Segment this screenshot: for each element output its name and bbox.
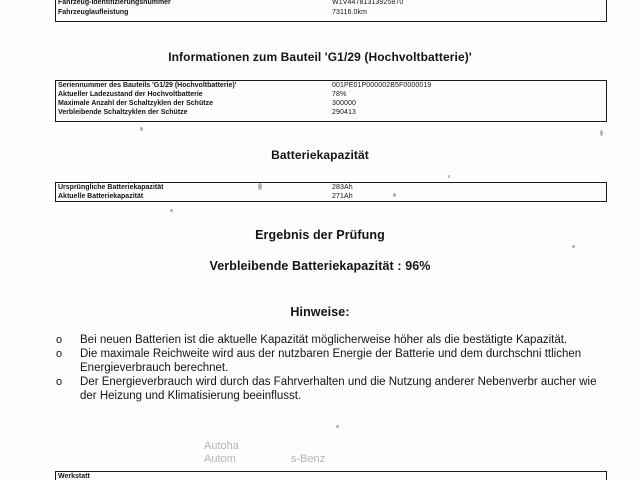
stamp-line: Autoha xyxy=(204,440,239,452)
table-row xyxy=(56,90,606,99)
remaining-capacity-result: Verbleibende Batteriekapazität : 96% xyxy=(209,259,431,273)
max-cycles-label: Maximale Anzahl der Schaltzyklen der Schütze xyxy=(58,100,213,107)
bullet-icon: o xyxy=(56,348,63,360)
max-cycles-value: 300000 xyxy=(332,100,356,107)
scan-speck xyxy=(170,209,173,212)
remaining-cycles-label: Verbleibende Schaltzyklen der Schütze xyxy=(58,109,188,116)
workshop-table xyxy=(55,471,607,480)
scan-speck xyxy=(336,425,339,428)
capacity-table xyxy=(55,182,607,202)
mileage-value: 73116.0km xyxy=(332,9,368,16)
table-row xyxy=(56,183,606,192)
list-item xyxy=(56,375,616,403)
note-text: Der Energieverbrauch wird durch das Fahrverhalten und die Nutzung anderer Nebenverbr aucher wie der Heizung und Klimatisierung beeinflusst. xyxy=(80,376,597,402)
current-capacity-value: 271Ah xyxy=(332,193,353,200)
table-row xyxy=(56,99,606,108)
scan-speck xyxy=(572,245,575,248)
bullet-icon: o xyxy=(56,376,63,388)
scan-speck xyxy=(448,175,450,178)
mileage-label: Fahrzeuglaufleistung xyxy=(58,9,129,16)
note-text: Bei neuen Batterien ist die aktuelle Kapazität möglicherweise höher als die bestätigte Kapazität. xyxy=(80,334,568,346)
serial-number-value: 001PE01P000002B5F0000019 xyxy=(332,82,432,89)
table-row xyxy=(56,81,606,90)
vin-value: W1V44781313925870 xyxy=(332,0,404,6)
charge-state-value: 78% xyxy=(332,91,347,98)
table-row xyxy=(56,8,606,18)
original-capacity-value: 283Ah xyxy=(332,184,353,191)
vehicle-info-table xyxy=(55,0,607,22)
part-info-heading: Informationen zum Bauteil 'G1/29 (Hochvoltbatterie)' xyxy=(168,50,472,64)
serial-number-label: Seriennummer des Bauteils 'G1/29 (Hochvoltbatterie)' xyxy=(58,82,237,89)
scan-speck xyxy=(140,127,143,131)
scan-speck xyxy=(258,183,262,190)
capacity-heading: Batteriekapazität xyxy=(271,148,369,162)
scan-speck xyxy=(600,130,603,136)
table-row xyxy=(56,192,606,201)
note-text: Die maximale Reichweite wird aus der nutzbaren Energie der Batterie und dem durchschni ttlichen Energieverbrauch berechnet. xyxy=(80,348,582,374)
list-item xyxy=(56,347,616,375)
part-info-table xyxy=(55,80,607,122)
bullet-icon: o xyxy=(56,334,63,346)
charge-state-label: Aktueller Ladezustand der Hochvoltbatterie xyxy=(58,91,203,98)
stamp-line: s-Benz xyxy=(290,453,326,465)
table-row xyxy=(56,108,606,117)
stamp-line: Autom xyxy=(204,453,236,465)
current-capacity-label: Aktuelle Batteriekapazität xyxy=(58,193,144,200)
list-item xyxy=(56,333,616,347)
scan-speck xyxy=(393,193,396,197)
vin-label: Fahrzeug-Identifizierungsnummer xyxy=(58,0,171,6)
workshop-label: Werkstatt xyxy=(58,473,90,480)
remaining-cycles-value: 290413 xyxy=(332,109,356,116)
notes-heading: Hinweise: xyxy=(290,305,350,319)
result-heading: Ergebnis der Prüfung xyxy=(255,228,385,242)
original-capacity-label: Ursprüngliche Batteriekapazität xyxy=(58,184,164,191)
dealer-stamp xyxy=(204,440,325,466)
table-row xyxy=(56,0,606,8)
notes-list xyxy=(56,333,616,403)
